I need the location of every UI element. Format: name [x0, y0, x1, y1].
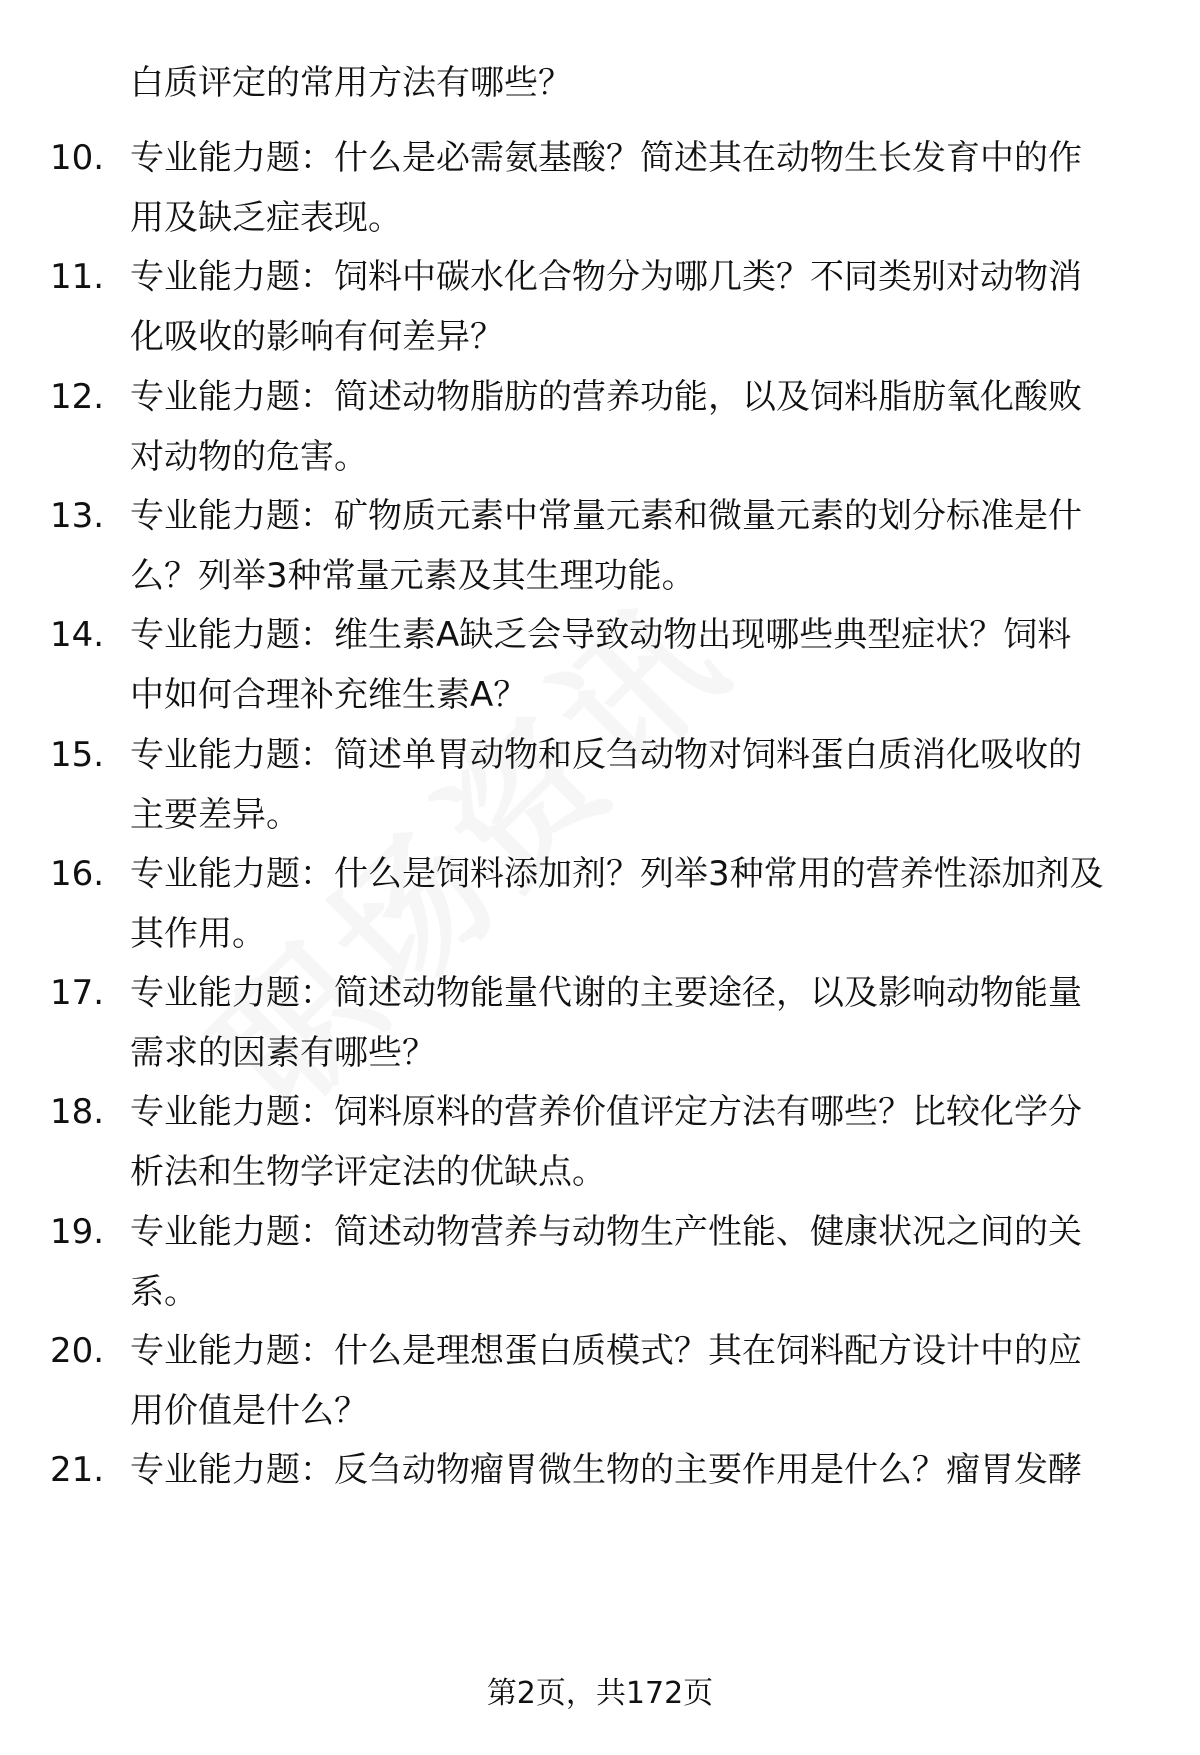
question-text-line-1: 专业能力题：简述动物能量代谢的主要途径，以及影响动物能量 [130, 973, 1082, 1013]
question-text-line-1: 专业能力题：什么是理想蛋白质模式？其在饲料配方设计中的应 [130, 1331, 1082, 1371]
question-number: 12. [50, 377, 105, 417]
question-number: 10. [50, 138, 105, 178]
question-text-line-1: 专业能力题：饲料中碳水化合物分为哪几类？不同类别对动物消 [130, 257, 1082, 297]
question-text-line-2: 析法和生物学评定法的优缺点。 [130, 1152, 606, 1192]
question-text-line-1: 专业能力题：什么是必需氨基酸？简述其在动物生长发育中的作 [130, 138, 1082, 178]
question-item [50, 730, 1170, 840]
question-number: 20. [50, 1331, 105, 1371]
question-item [50, 610, 1170, 720]
question-number: 13. [50, 496, 105, 536]
question-number: 17. [50, 973, 105, 1013]
question-text-line-1: 专业能力题：维生素A缺乏会导致动物出现哪些典型症状？饲料 [130, 615, 1072, 655]
question-text-line-2: 系。 [130, 1272, 198, 1312]
question-number: 14. [50, 615, 105, 655]
question-item [50, 372, 1170, 482]
question-item [50, 968, 1170, 1078]
question-text-line-1: 专业能力题：饲料原料的营养价值评定方法有哪些？比较化学分 [130, 1092, 1082, 1132]
question-continuation: 白质评定的常用方法有哪些？ [130, 63, 572, 103]
question-item [50, 1445, 1170, 1555]
question-item [50, 1207, 1170, 1317]
question-number: 16. [50, 854, 105, 894]
question-item [50, 849, 1170, 959]
question-text-line-2: 用价值是什么？ [130, 1391, 368, 1431]
question-number: 18. [50, 1092, 105, 1132]
question-text-line-2: 其作用。 [130, 914, 266, 954]
question-text-line-2: 对动物的危害。 [130, 437, 368, 477]
question-number: 11. [50, 257, 105, 297]
question-item [50, 491, 1170, 601]
question-text-line-1: 专业能力题：什么是饲料添加剂？列举3种常用的营养性添加剂及 [130, 854, 1104, 894]
question-text-line-1: 专业能力题：反刍动物瘤胃微生物的主要作用是什么？瘤胃发酵 [130, 1450, 1082, 1490]
question-number: 19. [50, 1212, 105, 1252]
question-item [50, 1326, 1170, 1436]
question-text-line-2: 化吸收的影响有何差异？ [130, 317, 504, 357]
question-number: 15. [50, 735, 105, 775]
question-text-line-1: 专业能力题：简述动物营养与动物生产性能、健康状况之间的关 [130, 1212, 1082, 1252]
question-item [50, 133, 1170, 243]
question-text-line-1: 专业能力题：矿物质元素中常量元素和微量元素的划分标准是什 [130, 496, 1082, 536]
question-item [50, 1087, 1170, 1197]
question-number: 21. [50, 1450, 105, 1490]
question-text-line-2: 么？列举3种常量元素及其生理功能。 [130, 556, 696, 596]
question-text-line-2: 中如何合理补充维生素A？ [130, 675, 528, 715]
question-text-line-2: 用及缺乏症表现。 [130, 198, 402, 238]
question-item [50, 252, 1170, 362]
question-text-line-1: 专业能力题：简述动物脂肪的营养功能，以及饲料脂肪氧化酸败 [130, 377, 1082, 417]
page-footer: 第2页，共172页 [486, 1676, 714, 1711]
question-text-line-1: 专业能力题：简述单胃动物和反刍动物对饲料蛋白质消化吸收的 [130, 735, 1082, 775]
question-text-line-2: 需求的因素有哪些？ [130, 1033, 436, 1073]
question-text-line-2: 主要差异。 [130, 795, 300, 835]
